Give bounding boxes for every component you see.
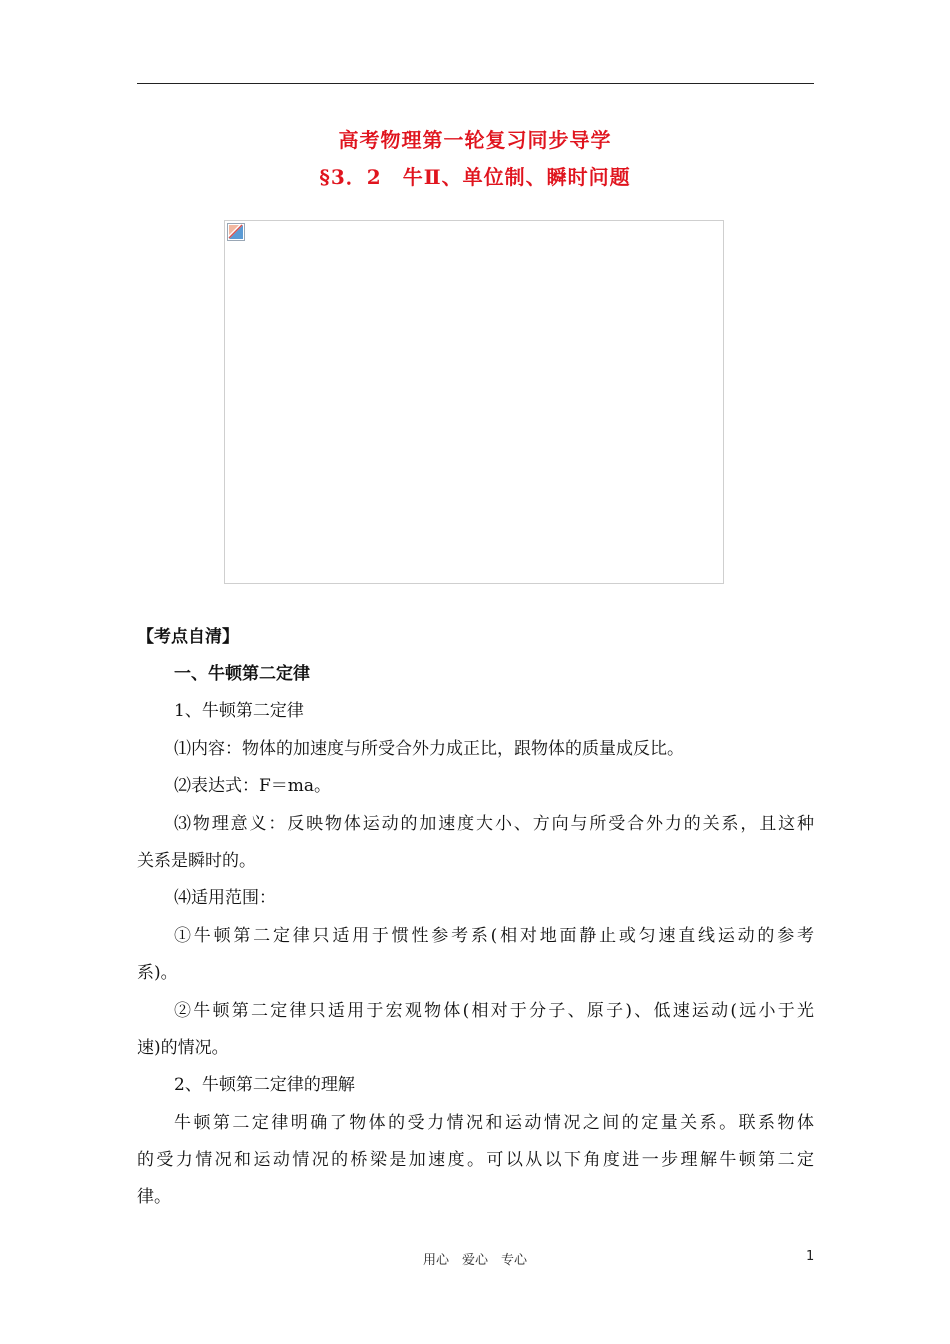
item-title: 2、牛顿第二定律的理解 — [174, 1075, 355, 1095]
document-title: 高考物理第一轮复习同步导学 — [338, 128, 612, 152]
image-placeholder — [224, 220, 724, 584]
paragraph-line: ②牛顿第二定律只适用于宏观物体(相对于分子、原子)、低速运动(远小于光 — [174, 1001, 814, 1021]
paragraph-line: 速)的情况。 — [137, 1038, 229, 1058]
page-number: 1 — [806, 1249, 815, 1264]
paragraph-line: ①牛顿第二定律只适用于惯性参考系(相对地面静止或匀速直线运动的参考 — [174, 926, 814, 946]
section-heading: 【考点自清】 — [137, 627, 239, 647]
paragraph: ⑷适用范围： — [174, 888, 276, 908]
paragraph-line: ⑶物理意义：反映物体运动的加速度大小、方向与所受合外力的关系，且这种 — [174, 814, 814, 834]
part-title: 一、牛顿第二定律 — [174, 664, 310, 684]
footer-text: 用心 爱心 专心 — [422, 1253, 527, 1268]
document-subtitle: §3．2 牛Ⅱ、单位制、瞬时问题 — [319, 165, 631, 189]
paragraph-line: 牛顿第二定律明确了物体的受力情况和运动情况之间的定量关系。联系物体 — [174, 1113, 814, 1133]
paragraph-line: 的受力情况和运动情况的桥梁是加速度。可以从以下角度进一步理解牛顿第二定 — [137, 1150, 814, 1170]
item-title: 1、牛顿第二定律 — [174, 701, 304, 721]
paragraph-line: 系)。 — [137, 963, 178, 983]
paragraph-line: 律。 — [137, 1187, 171, 1207]
broken-image-icon — [227, 223, 245, 241]
header-rule — [137, 83, 814, 84]
formula-line: ⑵表达式：F＝ma。 — [174, 776, 332, 796]
paragraph: ⑴内容：物体的加速度与所受合外力成正比，跟物体的质量成反比。 — [174, 739, 684, 759]
paragraph-line: 关系是瞬时的。 — [137, 851, 256, 871]
